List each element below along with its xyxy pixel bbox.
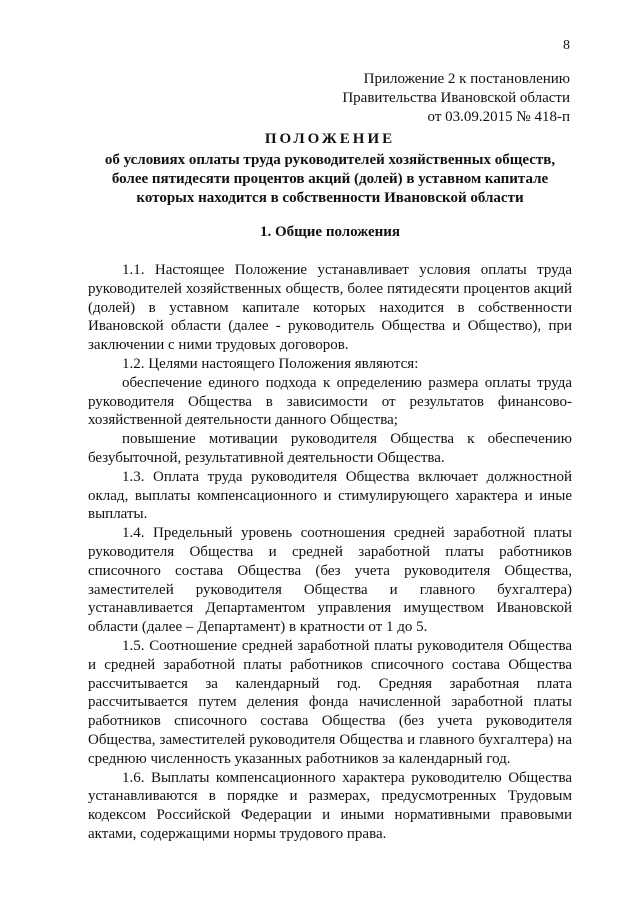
title-main: ПОЛОЖЕНИЕ [264,131,396,147]
title-line: которых находится в собственности Ивановской области [136,190,524,206]
header-line-appendix: Приложение 2 к постановлению [363,71,570,87]
paragraph-1-1: 1.1. Настоящее Положение устанавливает условия оплаты труда руководителей хозяйственных обществ, более пятидесяти процентов акций (долей) в уставном капитале которых находится в собственности Ивановской области (далее - руководитель Общества и Общество), при заключении с ними трудовых договоров. [88,262,572,354]
paragraph-1-5: 1.5. Соотношение средней заработной платы руководителя Общества и средней заработной платы работников списочного состава Общества рассчитывается за календарный год. Средняя заработная плата рассчитывается путем деления фонда начисленной заработной платы работников списочного состава Общества (без учета руководителя Общества, заместителей руководителя Общества и главного бухгалтера) на среднюю численность указанных работников за календарный год. [88,637,572,767]
header-line-government: Правительства Ивановской области [342,90,570,106]
paragraph-1-4: 1.4. Предельный уровень соотношения средней заработной платы руководителя Общества и средней заработной платы работников списочного состава Общества (без учета руководителя Общества, заместителей руководителя Общества и главного бухгалтера) устанавливается Департаментом управления имуществом Ивановской области (далее – Департамент) в кратности от 1 до 5. [88,525,572,636]
paragraph-goal-2: повышение мотивации руководителя Общества к обеспечению безубыточной, результативной деятельности Общества. [88,431,572,466]
title-line: об условиях оплаты труда руководителей хозяйственных обществ, [104,152,556,168]
document-header [342,70,570,127]
paragraph-1-3: 1.3. Оплата труда руководителя Общества включает должностной оклад, выплаты компенсационного и стимулирующего характера и иные выплаты. [88,468,572,523]
document-body [88,261,572,844]
paragraph-1-2: 1.2. Целями настоящего Положения являются: [122,355,419,372]
paragraph-goal-1: обеспечение единого подхода к определению размера оплаты труда руководителя Общества в зависимости от результатов финансово-хозяйственной деятельности данного Общества; [88,374,572,429]
document-title [88,130,572,208]
title-line: более пятидесяти процентов акций (долей) в уставном капитале [111,171,549,187]
header-line-decree-date: от 03.09.2015 № 418-п [427,109,570,125]
section-heading: 1. Общие положения [259,224,401,240]
page-number: 8 [563,38,570,53]
paragraph-1-6: 1.6. Выплаты компенсационного характера руководителю Общества устанавливаются в порядке и размерах, предусмотренных Трудовым кодексом Российской Федерации и иными нормативными правовыми актами, содержащими нормы трудового права. [88,769,572,842]
